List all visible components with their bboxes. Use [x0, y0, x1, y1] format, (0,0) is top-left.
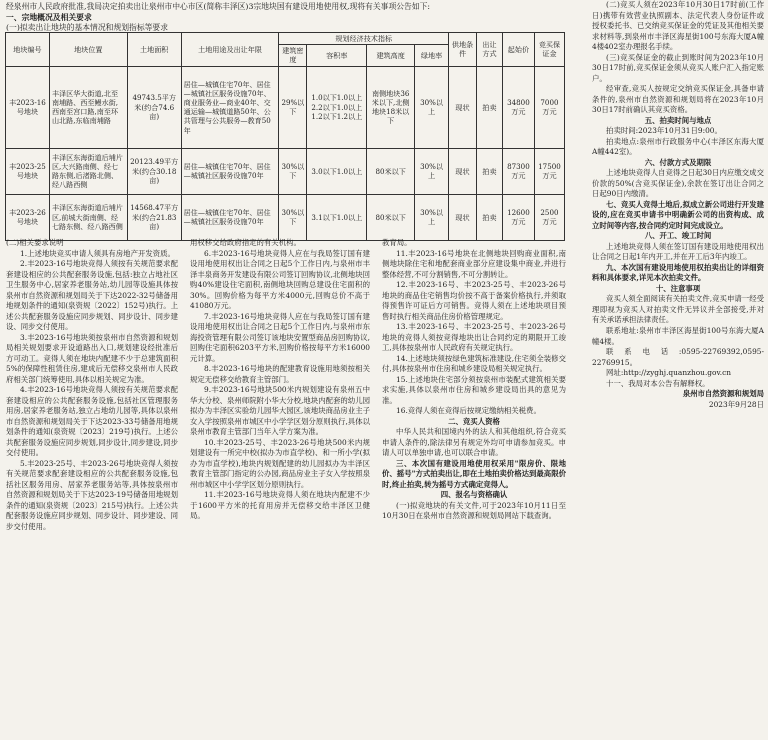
cell-far: 3.0以下1.0以上	[307, 148, 367, 194]
header-plan: 规划经济技术指标	[279, 33, 449, 45]
cell-location: 丰泽区东海街道后埔片区,大兴路南侧、经七路东侧,后渚路北侧、经八路西侧	[49, 148, 127, 194]
text-column-1	[6, 238, 178, 532]
cell-use: 居住—城镇住宅70年、居住—城镇社区服务设施70年、商业服务业—商业40年、交通运输—城镇道路50年、公共管理与公共服务—教育50年	[181, 66, 279, 148]
subsection-heading: (二)相关要求说明	[6, 238, 64, 247]
paragraph: (二)竞买人须在2023年10月30日17时前(工作日)携带有效营业执照副本、法定代表人身份证件或授权委托书、已交纳竞买保证金的凭证及其他相关要求材料等,到泉州市丰泽区海星街100号东海大厦A幢4楼402室办理报名手续。	[592, 0, 764, 52]
section-1-subheading: (一)拟卖出让地块的基本情况和规划指标等要求	[6, 23, 169, 32]
cell-supply: 现状	[449, 66, 477, 148]
section-heading: 八、开工、竣工时间	[644, 231, 712, 241]
paragraph: 3.丰2023-16号地块须按泉州市自然资源和规划局相关规划要求开设道路出入口,规划建设经批准后方可动工。竞得人须在地块内配建不少于总建筑面积5%的保障性租赁住房,建成后无偿移交泉州市人民政府相关部门统筹使用,具体以相关规定为准。	[6, 332, 178, 384]
intro-text: 经泉州市人民政府批准,我局决定拍卖出让泉州市中心市区(简称丰泽区)3宗地块国有建设用地使用权,现将有关事项公告如下:	[6, 2, 431, 11]
cell-area: 14568.47平方米(约合21.83亩)	[127, 194, 181, 240]
section-heading: 五、拍卖时间与地点	[644, 115, 712, 125]
paragraph: 十一、我局对本公告有解释权。	[606, 378, 710, 388]
paragraph: 上述地块竞得人自竞得之日起30日内应缴交成交价款的50%(含竞买保证金),余款在签订出让合同之日起90日内缴清。	[592, 168, 764, 199]
table-row	[6, 66, 565, 148]
header-height: 建筑高度	[367, 45, 415, 66]
cell-code: 丰2023-16号地块	[6, 66, 50, 148]
paragraph: 6.丰2023-16号地块竞得人应在与我局签订国有建设用地使用权出让合同之日起5个工作日内,与泉州市丰泽丰泉商务开发建设有限公司签订回购协议,北侧地块回购40%建设住宅面积,南侧地块回购总建设住宅面积的30%。回购价格为每平方米4000元,回购总价不高于41080万元。	[190, 248, 370, 311]
cell-method: 拍卖	[476, 194, 502, 240]
paragraph: (三)竞买保证金的截止到账时间为2023年10月30日17时前,竞买保证金须从竞买人账户汇入指定账户。	[592, 52, 764, 83]
paragraph: 1.上述地块竞买申请人须具有房地产开发资质。	[20, 248, 175, 258]
header-density: 建筑密度	[279, 45, 307, 66]
contact-website: 网址:http://zyghj.quanzhou.gov.cn	[606, 368, 732, 378]
paragraph: 15.上述地块住宅部分须按泉州市装配式建筑相关要求实施,具体以泉州市住房和城乡建设局出具的意见为准。	[382, 374, 566, 405]
paragraph-bold: 七、竞买人竞得土地后,拟成立新公司进行开发建设的,应在竞买申请书中明确新公司的出资构成、成立时间等内容,按合同约定时间完成设立。	[592, 199, 764, 230]
cell-price: 34800万元	[502, 66, 534, 148]
paragraph: 11.丰2023-16号地块在北侧地块回购商业面积,南侧地块除住宅和地配套商业部分应建设集中商业,并进行整体经营,不可分割销售,不可分割转让。	[382, 248, 566, 279]
text-column-2	[190, 238, 370, 522]
paragraph: (一)拟竞地块的有关文件,可于2023年10月11日至10月30日在泉州市自然资源和规划局网站下载查询。	[382, 500, 566, 521]
paragraph: 7.丰2023-16号地块竞得人应在与我局签订国有建设用地使用权出让合同之日起5个工作日内,与泉州市东海投资管理有限公司签订该地块安置型商品房回购协议,回购住宅面积6203平方米,回购价格按每平方米16000元计算。	[190, 311, 370, 363]
paragraph: 10.丰2023-25号、丰2023-26号地块500米内规划建设有一所完中校(拟办为市直学校)、和一所小学(拟办为市直学校),地块内规划配建的幼儿园拟办为丰泽区教育主管部门指定的公办园,商品房业主子女入学按照泉州市城区中小学学区划分原则执行。	[190, 437, 370, 489]
paragraph: 上述地块竞得人须在签订国有建设用地使用权出让合同之日起1年内开工,并在开工后3年内竣工。	[592, 241, 764, 262]
header-code: 地块编号	[6, 33, 50, 67]
paragraph: 9.丰2023-16号地块500米内规划建设有泉州五中华大分校、泉州师院附小华大分校,地块内配套的幼儿园拟办为丰泽区实验幼儿园华大园区,该地块商品房业主子女入学按照泉州市城区中小学学区划分原则执行,具体以泉州市教育主管部门当年入学方案为准。	[190, 385, 370, 437]
paragraph: 12.丰2023-16号、丰2023-25号、丰2023-26号地块的商品住宅销售均价按不高于备案价格执行,并须取得预售许可证后方可销售。竞得人须在上述地块项目预售时执行相关商品住房价格管理规定。	[382, 280, 566, 321]
cell-price: 12600万元	[502, 194, 534, 240]
cell-green: 30%以上	[415, 66, 449, 148]
paragraph: 竞买人须全面阅读有关拍卖文件,竞买申请一经受理即视为竞买人对拍卖文件无异议并全部接受,并对有关承诺承担法律责任。	[592, 294, 764, 325]
text-column-3	[382, 238, 566, 522]
section-heading: 六、付款方式及期限	[644, 157, 712, 167]
paragraph-bold: 九、本次国有建设用地使用权拍卖出让的详细资料和具体要求,详见本次拍卖文件。	[592, 262, 764, 283]
section-heading: 十、注意事项	[655, 283, 701, 293]
cell-density: 30%以下	[279, 148, 307, 194]
paragraph: 8.丰2023-16号地块的配建教育设施用地须按相关规定无偿移交给教育主管部门。	[190, 364, 370, 384]
contact-phone: 联系电话:0595-22769392,0595-22769915。	[592, 347, 764, 367]
cell-location: 丰泽区华大街道,北至南埔路、西至鳗水街,西南至宫口路,南至环山北路,东临南埔路	[49, 66, 127, 148]
header-green: 绿地率	[415, 45, 449, 66]
paragraph: 拍卖地点:泉州市行政服务中心(丰泽区东海大厦A幢442室)。	[592, 136, 764, 157]
cell-density: 29%以下	[279, 66, 307, 148]
section-heading: 四、报名与资格确认	[440, 490, 508, 500]
cell-bid: 7000万元	[534, 66, 564, 148]
cell-bid: 2500万元	[534, 194, 564, 240]
cell-density: 30%以下	[279, 194, 307, 240]
cell-green: 30%以上	[415, 194, 449, 240]
cell-far: 3.1以下1.0以上	[307, 194, 367, 240]
paragraph: 4.丰2023-16号地块竞得人须按有关规范要求配套建设相应的公共配套服务设施,包括社区管理服务用房,居家养老服务站,独立占地幼儿园等,具体以泉州市自然资源和规划局关于下达2023-33号储备用地规划条件的通知(泉资规〔2023〕219号)执行。上述公共配套服务设施应同步规划,同步设计,同步建设,同步交付使用。	[6, 385, 178, 458]
table-header-row	[6, 33, 565, 45]
cell-supply: 现状	[449, 148, 477, 194]
paragraph: 用权移交给政府指定的有关机构。	[190, 238, 301, 247]
cell-height: 南侧地块36米以下,北侧地块18米以下	[367, 66, 415, 148]
header-method: 出让方式	[476, 33, 502, 67]
header-far: 容积率	[307, 45, 367, 66]
cell-area: 20123.49平方米(约合30.18亩)	[127, 148, 181, 194]
header-location: 地块位置	[49, 33, 127, 67]
land-parcel-table	[5, 32, 565, 241]
header-use: 土地用途及出让年限	[181, 33, 279, 67]
paragraph: 11.丰2023-16号地块竞得人须在地块内配建不少于1600平方米的托育用房并无偿移交给丰泽区卫健局。	[190, 490, 370, 521]
paragraph: 拍卖时间:2023年10月31日9:00。	[606, 126, 722, 136]
paragraph: 14.上述地块须按绿色建筑标准建设,住宅须全装修交付,具体按泉州市住房和城乡建设局相关规定执行。	[382, 353, 566, 374]
cell-use: 居住—城镇住宅70年、居住—城镇社区服务设施70年	[181, 148, 279, 194]
cell-bid: 17500万元	[534, 148, 564, 194]
signature-date: 2023年9月28日	[708, 399, 764, 409]
contact-address: 联系地址:泉州市丰泽区海星街100号东海大厦A幢4楼。	[592, 325, 764, 346]
paragraph: 16.竞得人须在竞得后按规定缴纳相关税费。	[396, 406, 541, 416]
cell-height: 80米以下	[367, 148, 415, 194]
header-bid: 竞买保证金	[534, 33, 564, 67]
signature-org: 泉州市自然资源和规划局	[682, 389, 764, 399]
text-column-4	[592, 0, 764, 410]
cell-height: 80米以下	[367, 194, 415, 240]
paragraph: 中华人民共和国境内外的法人和其他组织,符合竞买申请人条件的,除法律另有规定外均可申请参加竞买。申请人可以单独申请,也可以联合申请。	[382, 427, 566, 458]
cell-supply: 现状	[449, 194, 477, 240]
cell-method: 拍卖	[476, 66, 502, 148]
section-1-heading: 一、宗地概况及相关要求	[6, 13, 92, 22]
paragraph: 5.丰2023-25号、丰2023-26号地块竞得人须按有关规范要求配套建设相应的公共配套服务设施,包括社区服务用房、居家养老服务站等,具体按泉州市自然资源和规划局关于下达2023-19号储备用地规划条件的通知(泉资规〔2023〕215号)执行。上述公共配套服务设施应同步规划、同步设计、同步建设、同步交付使用。	[6, 458, 178, 531]
paragraph: 教育局。	[382, 238, 412, 247]
cell-price: 87300万元	[502, 148, 534, 194]
cell-location: 丰泽区东海街道后埔片区,前城大街南侧、经七路东侧、经八路西侧	[49, 194, 127, 240]
cell-code: 丰2023-25号地块	[6, 148, 50, 194]
cell-method: 拍卖	[476, 148, 502, 194]
paragraph-bold: 三、本次国有建设用地使用权采用"限房价、限地价、摇号"方式拍卖出让,即在土地拍卖价格达到最高限价时,终止拍卖,转为摇号方式确定竞得人。	[382, 458, 566, 489]
paragraph: 13.丰2023-16号、丰2023-25号、丰2023-26号地块的竞得人须按竞得地块出让合同约定的期限开工竣工,具体按泉州市人民政府有关规定执行。	[382, 322, 566, 353]
header-price: 起始价	[502, 33, 534, 67]
cell-area: 49743.5平方米(约合74.6亩)	[127, 66, 181, 148]
paragraph: 经审查,竞买人按规定交纳竞买保证金,具备申请条件的,泉州市自然资源和规划局将在2023年10月30日17时前确认其竞买资格。	[592, 84, 764, 115]
header-supply: 供地条件	[449, 33, 477, 67]
cell-far: 1.0以下1.0以上2.2以下1.0以上1.2以下1.2以上	[307, 66, 367, 148]
header-area: 土地面积	[127, 33, 181, 67]
cell-code: 丰2023-26号地块	[6, 194, 50, 240]
cell-use: 居住—城镇住宅70年、居住—城镇社区服务设施70年	[181, 194, 279, 240]
section-heading: 二、竞买人资格	[448, 416, 500, 426]
table-row	[6, 148, 565, 194]
table-row	[6, 194, 565, 240]
paragraph: 2.丰2023-16号地块竞得人须按有关规范要求配套建设相应的公共配套服务设施,包括:独立占地社区卫生服务中心,居家养老服务站,幼儿园等设施具体按泉州市自然资源和规划局关于下达2022-32号储备用地规划条件的通知(泉资规〔2022〕152号)执行。上述公共配套服务设施应同步规划、同步设计、同步建设、同步交付使用。	[6, 259, 178, 332]
cell-green: 30%以上	[415, 148, 449, 194]
